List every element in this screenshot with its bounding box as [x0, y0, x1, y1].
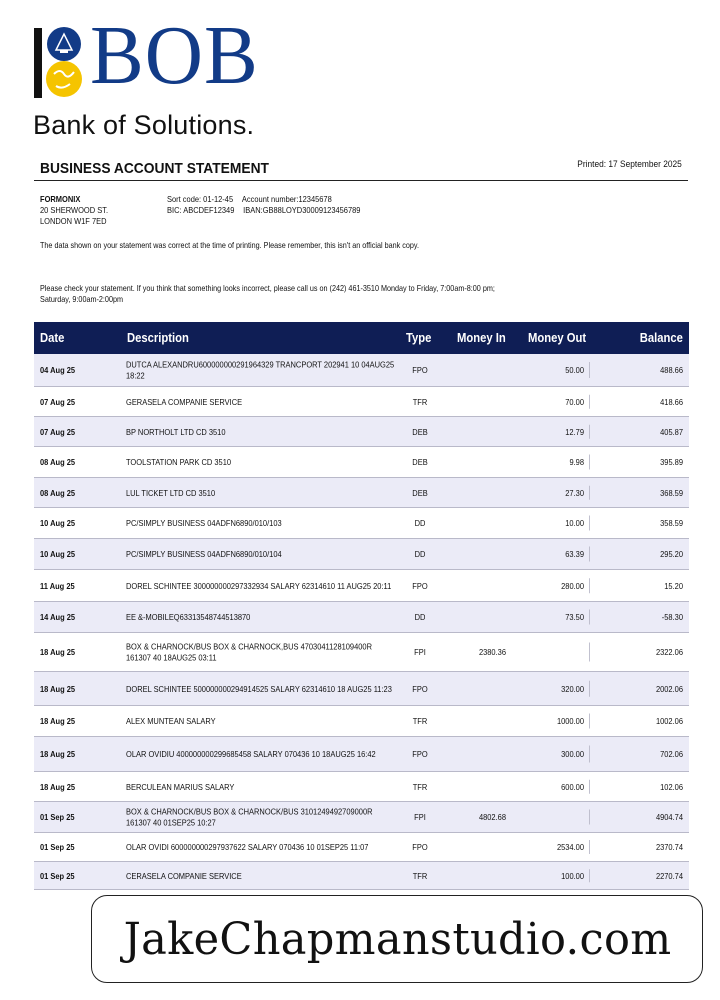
- header-balance: Balance: [639, 331, 683, 345]
- cell-description: BOX & CHARNOCK/BUS BOX & CHARNOCK/BUS 3101249492709000R 161307 40 01SEP25 10:27: [126, 806, 373, 827]
- address-line-1: 20 SHERWOOD ST.: [40, 205, 109, 215]
- column-divider: [589, 485, 590, 500]
- cell-type: TFR: [412, 716, 428, 726]
- column-divider: [589, 455, 590, 470]
- cell-date: 14 Aug 25: [40, 612, 76, 622]
- column-divider: [589, 746, 590, 763]
- table-row: [34, 772, 689, 802]
- table-row: [34, 706, 689, 737]
- cell-balance: 488.66: [660, 365, 683, 375]
- cell-date: 10 Aug 25: [40, 549, 76, 559]
- table-row: [34, 672, 689, 706]
- cell-money-in: 2380.36: [478, 647, 506, 657]
- cell-money-out: 27.30: [565, 487, 584, 498]
- column-divider: [589, 869, 590, 883]
- cell-type: DD: [414, 518, 426, 528]
- column-divider: [589, 610, 590, 625]
- cell-money-out: 73.50: [565, 612, 584, 622]
- cell-description: DOREL SCHINTEE 300000000297332934 SALARY 62314610 11 AUG25 20:11: [126, 580, 392, 591]
- cell-money-in: 4802.68: [478, 812, 506, 822]
- table-row: [34, 539, 689, 570]
- table-row: [34, 478, 689, 508]
- table-row: [34, 737, 689, 772]
- cell-money-out: 1000.00: [556, 716, 584, 726]
- cell-description: OLAR OVIDIU 400000000299685458 SALARY 070436 10 18AUG25 16:42: [126, 748, 376, 759]
- header-money-in: Money In: [457, 331, 506, 345]
- table-header: [34, 322, 689, 354]
- cell-money-out: 12.79: [565, 426, 584, 437]
- cell-description: BERCULEAN MARIUS SALARY: [126, 781, 235, 792]
- cell-type: FPO: [412, 683, 428, 694]
- account-details: [167, 194, 360, 216]
- cell-type: TFR: [412, 396, 428, 407]
- cell-balance: -58.30: [661, 612, 683, 622]
- cell-money-out: 300.00: [561, 749, 584, 759]
- cell-date: 07 Aug 25: [40, 426, 76, 437]
- cell-balance: 15.20: [664, 580, 683, 591]
- iban-code: IBAN:GB88LOYD30009123456789: [243, 205, 361, 215]
- customer-company: FORMONIX: [40, 194, 81, 204]
- cell-date: 18 Aug 25: [40, 647, 76, 657]
- column-divider: [589, 547, 590, 562]
- cell-type: DEB: [412, 457, 428, 467]
- cell-description: BOX & CHARNOCK/BUS BOX & CHARNOCK,BUS 4703041128109400R 161307 40 18AUG25 03:11: [126, 641, 372, 662]
- cell-balance: 405.87: [660, 426, 683, 437]
- cell-description: LUL TICKET LTD CD 3510: [126, 487, 216, 498]
- column-divider: [589, 424, 590, 439]
- cell-type: FPI: [414, 812, 426, 822]
- cell-balance: 702.06: [660, 749, 683, 759]
- cell-type: DD: [414, 549, 426, 559]
- statement-notice: The data shown on your statement was correct at the time of printing. Please remember, this isn't an official bank copy.: [40, 240, 420, 250]
- cell-date: 18 Aug 25: [40, 683, 76, 694]
- cell-date: 18 Aug 25: [40, 716, 76, 726]
- printed-date: Printed: 17 September 2025: [577, 159, 682, 170]
- cell-date: 08 Aug 25: [40, 457, 76, 467]
- cell-money-out: 100.00: [561, 870, 584, 881]
- column-divider: [589, 840, 590, 854]
- header-money-out: Money Out: [528, 331, 587, 345]
- cell-description: DUTCA ALEXANDRU600000000291964329 TRANCPORT 202941 10 04AUG25 18:22: [126, 359, 395, 380]
- column-divider: [589, 516, 590, 531]
- cell-balance: 2002.06: [655, 683, 683, 694]
- table-row: [34, 417, 689, 447]
- cell-balance: 395.89: [660, 457, 683, 467]
- table-row: [34, 447, 689, 478]
- cell-type: TFR: [412, 870, 428, 881]
- title-divider: [34, 180, 688, 181]
- cell-type: DD: [414, 612, 426, 622]
- cell-money-out: 9.98: [569, 457, 584, 467]
- cell-money-out: 320.00: [561, 683, 584, 694]
- cell-date: 04 Aug 25: [40, 365, 76, 375]
- cell-money-out: 600.00: [561, 781, 584, 792]
- header-date: Date: [40, 331, 65, 345]
- column-divider: [589, 394, 590, 409]
- cell-balance: 368.59: [660, 487, 683, 498]
- cell-date: 01 Sep 25: [40, 812, 75, 822]
- bank-logo-emblem: [34, 26, 84, 102]
- cell-description: ALEX MUNTEAN SALARY: [126, 715, 216, 726]
- cell-type: FPI: [414, 647, 426, 657]
- table-row: [34, 633, 689, 672]
- transactions-table: [34, 322, 689, 890]
- sort-code: Sort code: 01-12-45: [167, 194, 234, 204]
- cell-money-out: 50.00: [565, 365, 584, 375]
- table-row: [34, 602, 689, 633]
- table-row: [34, 833, 689, 862]
- header-type: Type: [406, 331, 432, 345]
- cell-description: EE &-MOBILEQ63313548744513870: [126, 611, 251, 622]
- table-row: [34, 570, 689, 602]
- cell-date: 07 Aug 25: [40, 396, 76, 407]
- cell-description: PC/SIMPLY BUSINESS 04ADFN6890/010/103: [126, 517, 282, 528]
- cell-date: 01 Sep 25: [40, 842, 75, 852]
- statement-title: BUSINESS ACCOUNT STATEMENT: [40, 160, 269, 177]
- cell-money-out: 280.00: [561, 580, 584, 591]
- cell-money-out: 70.00: [565, 396, 584, 407]
- cell-description: BP NORTHOLT LTD CD 3510: [126, 426, 226, 437]
- cell-description: CERASELA COMPANIE SERVICE: [126, 870, 242, 881]
- cell-balance: 295.20: [660, 549, 683, 559]
- cell-balance: 4904.74: [655, 812, 683, 822]
- cell-type: TFR: [412, 781, 428, 792]
- bank-logo-wordmark: BOB: [90, 9, 259, 102]
- table-row: [34, 354, 689, 387]
- cell-type: FPO: [412, 365, 428, 375]
- column-divider: [589, 779, 590, 794]
- cell-description: TOOLSTATION PARK CD 3510: [126, 456, 232, 467]
- cell-balance: 418.66: [660, 396, 683, 407]
- cell-money-out: 2534.00: [556, 842, 584, 852]
- cell-date: 18 Aug 25: [40, 749, 76, 759]
- column-divider: [589, 362, 590, 378]
- cell-date: 11 Aug 25: [40, 580, 75, 591]
- cell-date: 10 Aug 25: [40, 518, 76, 528]
- table-row: [34, 802, 689, 833]
- column-divider: [589, 810, 590, 825]
- cell-description: OLAR OVIDI 600000000297937622 SALARY 070436 10 01SEP25 11:07: [126, 841, 369, 852]
- bic-code: BIC: ABCDEF12349: [167, 205, 235, 215]
- column-divider: [589, 680, 590, 697]
- cell-balance: 358.59: [660, 518, 683, 528]
- account-number: Account number:12345678: [241, 194, 332, 204]
- cell-balance: 2322.06: [655, 647, 683, 657]
- cell-description: PC/SIMPLY BUSINESS 04ADFN6890/010/104: [126, 548, 282, 559]
- cell-money-out: 63.39: [565, 549, 584, 559]
- cell-description: GERASELA COMPANIE SERVICE: [126, 396, 243, 407]
- address-line-2: LONDON W1F 7ED: [40, 216, 107, 226]
- cell-balance: 1002.06: [655, 716, 683, 726]
- table-body: [34, 354, 689, 890]
- table-row: [34, 508, 689, 539]
- watermark-text: JakeChapmanstudio.com: [123, 913, 671, 965]
- cell-balance: 2370.74: [655, 842, 683, 852]
- cell-type: FPO: [412, 749, 428, 759]
- cell-date: 08 Aug 25: [40, 487, 76, 498]
- cell-type: DEB: [412, 487, 428, 498]
- cell-type: DEB: [412, 426, 428, 437]
- column-divider: [589, 643, 590, 662]
- cell-money-out: 10.00: [565, 518, 584, 528]
- bank-tagline: Bank of Solutions.: [33, 110, 255, 140]
- cell-description: DOREL SCHINTEE 500000000294914525 SALARY 62314610 18 AUG25 11:23: [126, 683, 392, 694]
- help-text: Please check your statement. If you think that something looks incorrect, please call us on (242) 461-3510 Monday to Friday, 7:00am-8:00 pm; Saturday, 9:00am-2:00pm: [40, 283, 495, 304]
- cell-balance: 2270.74: [655, 870, 683, 881]
- table-row: [34, 387, 689, 417]
- table-row: [34, 862, 689, 890]
- column-divider: [589, 578, 590, 594]
- cell-date: 18 Aug 25: [40, 781, 76, 792]
- column-divider: [589, 714, 590, 729]
- customer-address: [40, 194, 108, 227]
- cell-type: FPO: [412, 842, 428, 852]
- cell-balance: 102.06: [660, 781, 683, 792]
- watermark-box: [91, 895, 703, 983]
- cell-type: FPO: [412, 580, 428, 591]
- cell-date: 01 Sep 25: [40, 870, 75, 881]
- header-description: Description: [127, 331, 189, 345]
